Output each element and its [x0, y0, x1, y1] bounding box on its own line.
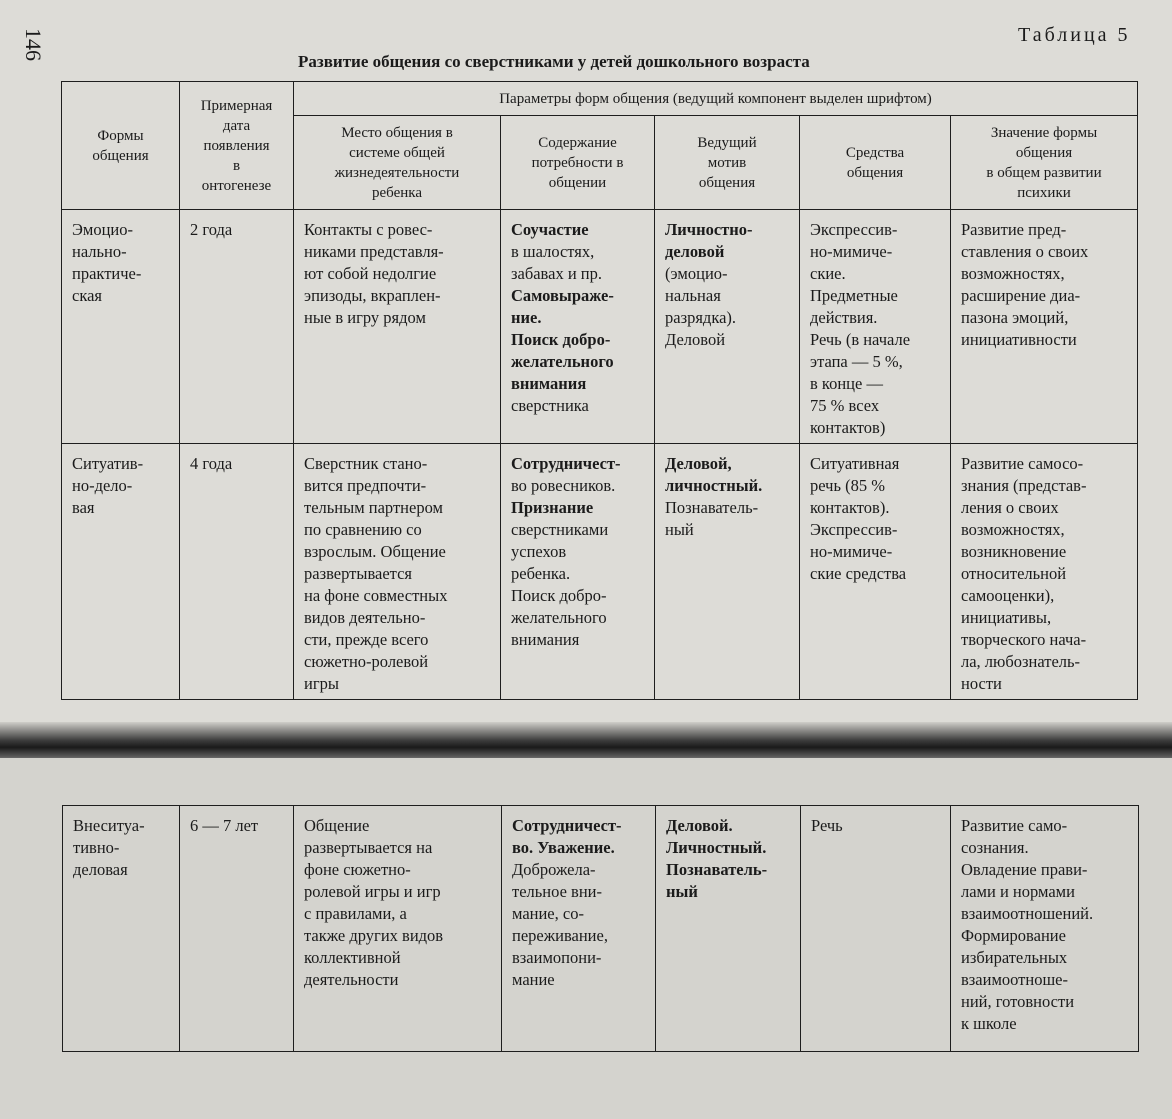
cell-line: нальная [665, 286, 721, 305]
cell-line: знания (представ- [961, 476, 1087, 495]
cell-line: контактов) [810, 418, 886, 437]
cell-line: Соучастие [511, 220, 589, 239]
cell-line: ставления о своих [961, 242, 1089, 261]
cell-line: ления о своих [961, 498, 1059, 517]
header-place [294, 116, 501, 210]
cell-line: ные в игру рядом [304, 308, 426, 327]
cell-line: расширение диа- [961, 286, 1081, 305]
cell-line: на фоне совместных [304, 586, 448, 605]
page-number: 146 [21, 28, 46, 61]
continuation-table [62, 805, 1139, 1052]
cell-line: избирательных [961, 948, 1068, 967]
cell-line: творческого нача- [961, 630, 1087, 649]
cell-motive [655, 444, 800, 700]
cell-line: инициативности [961, 330, 1077, 349]
cell-line: ские. [810, 264, 846, 283]
cell-line: забавах и пр. [511, 264, 602, 283]
cell-line: ролевой игры и игр [304, 882, 441, 901]
cell-line: фоне сюжетно- [304, 860, 411, 879]
cell-line: Развитие пред- [961, 220, 1067, 239]
cell-line: ские средства [810, 564, 907, 583]
cell-line: во ровесников. [511, 476, 616, 495]
cell-line: Развитие самосо- [961, 454, 1084, 473]
header-need [501, 116, 655, 210]
cell-line: относительной [961, 564, 1067, 583]
cell-line: Контакты с ровес- [304, 220, 433, 239]
cell-line: Деловой. [666, 816, 733, 835]
cell-line: внимания [511, 374, 587, 393]
header-params: Параметры форм общения (ведущий компонент выделен шрифтом) [294, 82, 1138, 116]
cell-line: Развитие само- [961, 816, 1068, 835]
cell-line: деловой [665, 242, 725, 261]
cell-line: психики [1017, 184, 1071, 201]
cell-need [501, 444, 655, 700]
cell-line: личностный. [665, 476, 763, 495]
cell-line: взаимоотношений. [961, 904, 1094, 923]
cell-line: Экспрессив- [810, 220, 898, 239]
cell-line: сюжетно-ролевой [304, 652, 429, 671]
cell-line: ская [72, 286, 103, 305]
cell-line: мотив [707, 154, 747, 171]
cell-line: также других видов [304, 926, 444, 945]
cell-line: в шалостях, [511, 242, 595, 261]
cell-line: ный [666, 882, 698, 901]
cell-line: Эмоцио- [72, 220, 133, 239]
cell-line: Признание [511, 498, 594, 517]
cell-line: общении [548, 174, 607, 191]
cell-line: Деловой, [665, 454, 732, 473]
table-row [62, 210, 1138, 444]
header-meaning [951, 116, 1138, 210]
cell-line: Значение формы [990, 124, 1098, 141]
cell-line: Речь [811, 816, 843, 835]
cell-line: возможностях, [961, 264, 1065, 283]
cell-line: 6 — 7 лет [190, 816, 259, 835]
cell-line: ности [961, 674, 1002, 693]
cell-line: тивно- [73, 838, 120, 857]
cell-line: 75 % всех [810, 396, 880, 415]
cell-line: Поиск добро- [511, 330, 611, 349]
cell-line: тельное вни- [512, 882, 602, 901]
cell-line: практиче- [72, 264, 142, 283]
cell-line: нально- [72, 242, 127, 261]
cell-line: Личностный. [666, 838, 767, 857]
cell-place [294, 210, 501, 444]
cell-line: вится предпочти- [304, 476, 427, 495]
cell-meaning [951, 444, 1138, 700]
cell-line: переживание, [512, 926, 608, 945]
cell-form [63, 806, 180, 1052]
cell-line: Ситуативная [810, 454, 900, 473]
header-motive [655, 116, 800, 210]
cell-line: общения [698, 174, 756, 191]
cell-line: желательного [511, 352, 614, 371]
cell-line: Формы [97, 127, 144, 144]
cell-line: действия. [810, 308, 878, 327]
cell-line: эпизоды, вкраплен- [304, 286, 441, 305]
cell-line: развертывается [304, 564, 412, 583]
cell-line: Ведущий [697, 134, 757, 151]
cell-line: игры [304, 674, 339, 693]
cell-line: взаимопони- [512, 948, 602, 967]
cell-line: успехов [511, 542, 567, 561]
cell-line: деятельности [304, 970, 399, 989]
table-label: Таблица 5 [1018, 24, 1131, 46]
cell-line: в конце — [810, 374, 883, 393]
cell-line: ют собой недолгие [304, 264, 437, 283]
header-forms [62, 82, 180, 210]
header-means [800, 116, 951, 210]
cell-line: Место общения в [341, 124, 453, 141]
cell-date [180, 210, 294, 444]
cell-place [294, 806, 502, 1052]
cell-line: взаимоотноше- [961, 970, 1069, 989]
cell-line: жизнедеятельности [334, 164, 460, 181]
cell-line: контактов). [810, 498, 890, 517]
cell-line: самооценки), [961, 586, 1055, 605]
cell-line: в общем развитии [986, 164, 1102, 181]
cell-line: 2 года [190, 220, 233, 239]
cell-line: этапа — 5 %, [810, 352, 903, 371]
cell-line: мание, со- [512, 904, 584, 923]
cell-line: общения [846, 164, 904, 181]
cell-line: сознания. [961, 838, 1029, 857]
cell-line: Доброжела- [512, 860, 596, 879]
cell-means [801, 806, 951, 1052]
cell-line: коллективной [304, 948, 401, 967]
cell-line: Предметные [810, 286, 898, 305]
cell-means [800, 444, 951, 700]
cell-line: дата [222, 117, 251, 134]
cell-line: тельным партнером [304, 498, 443, 517]
cell-line: во. Уважение. [512, 838, 615, 857]
cell-date [180, 806, 294, 1052]
cell-line: Самовыраже- [511, 286, 614, 305]
cell-line: Примерная [200, 97, 273, 114]
cell-line: ний, готовности [961, 992, 1075, 1011]
cell-line: ребенка. [511, 564, 571, 583]
cell-line: с правилами, а [304, 904, 407, 923]
cell-line: Познаватель- [666, 860, 768, 879]
cell-line: в [232, 157, 241, 174]
cell-line: мание [512, 970, 555, 989]
cell-line: Формирование [961, 926, 1066, 945]
cell-form [62, 444, 180, 700]
cell-line: сти, прежде всего [304, 630, 429, 649]
cell-line: системе общей [349, 144, 445, 161]
cell-line: Ситуатив- [72, 454, 144, 473]
cell-line: речь (85 % [810, 476, 885, 495]
cell-line: деловая [73, 860, 128, 879]
cell-line: общения [92, 147, 149, 164]
cell-line: Сотрудничест- [511, 454, 621, 473]
cell-motive [655, 210, 800, 444]
cell-means [800, 210, 951, 444]
cell-line: онтогенезе [201, 177, 272, 194]
cell-line: Познаватель- [665, 498, 759, 517]
cell-line: но-мимиче- [810, 542, 893, 561]
cell-line: (эмоцио- [665, 264, 728, 283]
cell-line: никами представля- [304, 242, 444, 261]
cell-line: Внеситуа- [73, 816, 145, 835]
cell-line: разрядка). [665, 308, 737, 327]
cell-line: Личностно- [665, 220, 753, 239]
cell-line: возникновение [961, 542, 1067, 561]
table-row [62, 444, 1138, 700]
cell-line: ла, любознатель- [961, 652, 1081, 671]
cell-line: Экспрессив- [810, 520, 898, 539]
cell-line: Сотрудничест- [512, 816, 622, 835]
cell-meaning [951, 806, 1139, 1052]
cell-line: по сравнению со [304, 520, 422, 539]
cell-line: вая [72, 498, 95, 517]
table-row [63, 806, 1139, 1052]
cell-line: пазона эмоций, [961, 308, 1069, 327]
cell-line: ребенка [372, 184, 422, 201]
cell-line: Деловой [665, 330, 726, 349]
cell-line: к школе [961, 1014, 1017, 1033]
cell-line: потребности в [531, 154, 624, 171]
cell-line: сверстника [511, 396, 589, 415]
cell-need [502, 806, 656, 1052]
cell-line: сверстниками [511, 520, 609, 539]
cell-date [180, 444, 294, 700]
cell-line: Поиск добро- [511, 586, 607, 605]
cell-line: Речь (в начале [810, 330, 911, 349]
cell-line: Средства [845, 144, 905, 161]
communication-table [61, 81, 1138, 700]
cell-line: Овладение прави- [961, 860, 1088, 879]
cell-line: Содержание [538, 134, 617, 151]
cell-line: но-дело- [72, 476, 133, 495]
cell-line: развертывается на [304, 838, 433, 857]
header-date [180, 82, 294, 210]
cell-line: ние. [511, 308, 542, 327]
cell-line: Общение [304, 816, 370, 835]
cell-line: 4 года [190, 454, 233, 473]
cell-form [62, 210, 180, 444]
cell-line: инициативы, [961, 608, 1052, 627]
cell-need [501, 210, 655, 444]
cell-line: видов деятельно- [304, 608, 426, 627]
cell-line: Сверстник стано- [304, 454, 428, 473]
cell-line: общения [1015, 144, 1073, 161]
cell-motive [656, 806, 801, 1052]
cell-meaning [951, 210, 1138, 444]
cell-line: но-мимиче- [810, 242, 893, 261]
cell-line: внимания [511, 630, 580, 649]
cell-line: желательного [511, 608, 607, 627]
cell-line: ный [665, 520, 694, 539]
cell-line: возможностях, [961, 520, 1065, 539]
cell-line: лами и нормами [961, 882, 1075, 901]
table-title: Развитие общения со сверстниками у детей дошкольного возраста [298, 52, 810, 71]
cell-line: появления [203, 137, 270, 154]
cell-line: взрослым. Общение [304, 542, 446, 561]
cell-place [294, 444, 501, 700]
